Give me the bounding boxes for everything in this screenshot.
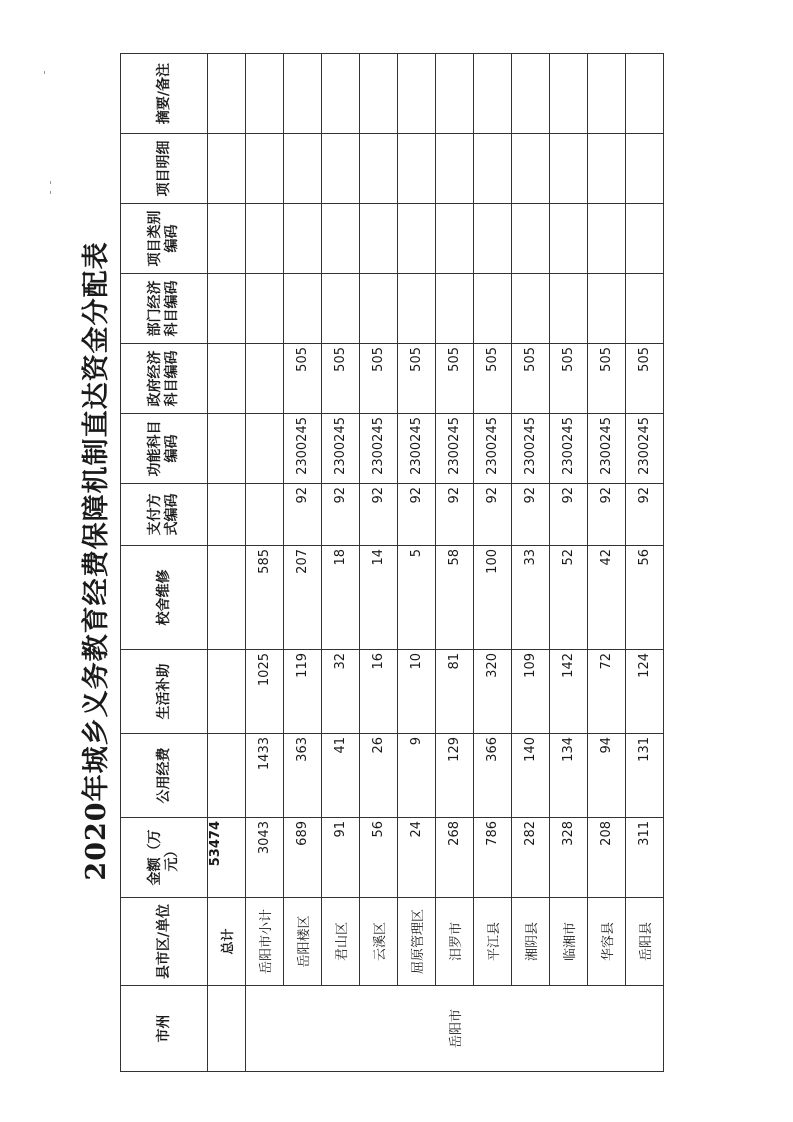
- amount-cell: 3043: [246, 818, 284, 898]
- empty-cell: [284, 204, 322, 274]
- table-row: [588, 54, 626, 1072]
- public-funds-cell: 9: [398, 734, 436, 818]
- living-subsidy-cell: 72: [588, 650, 626, 734]
- empty-cell: [474, 204, 512, 274]
- empty-cell: [588, 204, 626, 274]
- empty-cell: [322, 204, 360, 274]
- school-repair-cell: 42: [588, 546, 626, 650]
- county-name-cell: 屈原管理区: [398, 898, 436, 986]
- total-label: 总计: [208, 898, 246, 986]
- function-code-cell: 2300245: [588, 414, 626, 484]
- empty-cell: [474, 134, 512, 204]
- total-city-cell: [208, 986, 246, 1072]
- amount-cell: 208: [588, 818, 626, 898]
- empty-cell: [474, 274, 512, 344]
- total-amount: 53474: [208, 818, 246, 898]
- empty-cell: [360, 134, 398, 204]
- empty-cell: [588, 274, 626, 344]
- empty-cell: [360, 54, 398, 134]
- function-code-cell: 2300245: [322, 414, 360, 484]
- school-repair-cell: 18: [322, 546, 360, 650]
- public-funds-cell: 1433: [246, 734, 284, 818]
- city-cell: 岳阳市: [246, 986, 664, 1072]
- empty-cell: [398, 134, 436, 204]
- empty-cell: [246, 134, 284, 204]
- empty-cell: [512, 274, 550, 344]
- scan-speck: [44, 71, 45, 74]
- empty-cell: [284, 134, 322, 204]
- empty-cell: [512, 204, 550, 274]
- empty-cell: [246, 54, 284, 134]
- table-row: [322, 54, 360, 1072]
- header-city: 市州: [121, 986, 208, 1072]
- living-subsidy-cell: 1025: [246, 650, 284, 734]
- table-row: [246, 54, 284, 1072]
- living-subsidy-cell: 16: [360, 650, 398, 734]
- county-name-cell: 岳阳市小计: [246, 898, 284, 986]
- function-code-cell: 2300245: [436, 414, 474, 484]
- table-row: [626, 54, 664, 1072]
- payment-code-cell: 92: [398, 484, 436, 546]
- empty-cell: [284, 274, 322, 344]
- school-repair-cell: 52: [550, 546, 588, 650]
- amount-cell: 268: [436, 818, 474, 898]
- living-subsidy-cell: 10: [398, 650, 436, 734]
- gov-econ-code-cell: 505: [284, 344, 322, 414]
- school-repair-cell: 58: [436, 546, 474, 650]
- public-funds-cell: 140: [512, 734, 550, 818]
- header-payment-code: 支付方式编码: [121, 484, 208, 546]
- gov-econ-code-cell: 505: [474, 344, 512, 414]
- amount-cell: 56: [360, 818, 398, 898]
- amount-cell: 311: [626, 818, 664, 898]
- function-code-cell: 2300245: [360, 414, 398, 484]
- scan-speck: [50, 181, 51, 184]
- table-row: [436, 54, 474, 1072]
- school-repair-cell: 5: [398, 546, 436, 650]
- scan-speck: [50, 191, 51, 194]
- county-name-cell: 临湘市: [550, 898, 588, 986]
- payment-code-cell: 92: [360, 484, 398, 546]
- payment-code-cell: 92: [436, 484, 474, 546]
- amount-cell: 24: [398, 818, 436, 898]
- empty-cell: [626, 134, 664, 204]
- allocation-table: [120, 53, 664, 1072]
- empty-cell: [360, 274, 398, 344]
- header-gov-econ-code: 政府经济科目编码: [121, 344, 208, 414]
- header-remarks: 摘要/备注: [121, 54, 208, 134]
- empty-cell: [626, 54, 664, 134]
- payment-code-cell: 92: [550, 484, 588, 546]
- gov-econ-code-cell: [246, 344, 284, 414]
- empty-cell: [322, 274, 360, 344]
- public-funds-cell: 94: [588, 734, 626, 818]
- living-subsidy-cell: 124: [626, 650, 664, 734]
- header-project-type-code: 项目类别编码: [121, 204, 208, 274]
- empty-cell: [550, 204, 588, 274]
- county-name-cell: 君山区: [322, 898, 360, 986]
- empty-cell: [398, 204, 436, 274]
- table-row: [550, 54, 588, 1072]
- living-subsidy-cell: 32: [322, 650, 360, 734]
- county-name-cell: 云溪区: [360, 898, 398, 986]
- public-funds-cell: 366: [474, 734, 512, 818]
- payment-code-cell: 92: [512, 484, 550, 546]
- empty-cell: [626, 204, 664, 274]
- county-name-cell: 湘阴县: [512, 898, 550, 986]
- gov-econ-code-cell: 505: [360, 344, 398, 414]
- payment-code-cell: 92: [284, 484, 322, 546]
- payment-code-cell: 92: [588, 484, 626, 546]
- header-public-funds: 公用经费: [121, 734, 208, 818]
- living-subsidy-cell: 142: [550, 650, 588, 734]
- school-repair-cell: 33: [512, 546, 550, 650]
- header-function-code: 功能科目编码: [121, 414, 208, 484]
- county-name-cell: 汨罗市: [436, 898, 474, 986]
- county-name-cell: 华容县: [588, 898, 626, 986]
- empty-cell: [246, 274, 284, 344]
- table-row: [398, 54, 436, 1072]
- empty-cell: [550, 274, 588, 344]
- payment-code-cell: 92: [322, 484, 360, 546]
- empty-cell: [550, 54, 588, 134]
- gov-econ-code-cell: 505: [322, 344, 360, 414]
- county-name-cell: 平江县: [474, 898, 512, 986]
- empty-cell: [360, 204, 398, 274]
- school-repair-cell: 585: [246, 546, 284, 650]
- amount-cell: 689: [284, 818, 322, 898]
- amount-cell: 328: [550, 818, 588, 898]
- function-code-cell: 2300245: [626, 414, 664, 484]
- school-repair-cell: 100: [474, 546, 512, 650]
- empty-cell: [474, 54, 512, 134]
- function-code-cell: 2300245: [398, 414, 436, 484]
- empty-cell: [398, 54, 436, 134]
- empty-cell: [436, 134, 474, 204]
- gov-econ-code-cell: 505: [512, 344, 550, 414]
- living-subsidy-cell: 109: [512, 650, 550, 734]
- page-title: 2020年城乡义务教育经费保障机制直达资金分配表: [81, 241, 112, 881]
- function-code-cell: 2300245: [550, 414, 588, 484]
- empty-cell: [436, 204, 474, 274]
- header-living-subsidy: 生活补助: [121, 650, 208, 734]
- gov-econ-code-cell: 505: [398, 344, 436, 414]
- empty-cell: [322, 134, 360, 204]
- table-row: [474, 54, 512, 1072]
- empty-cell: [246, 204, 284, 274]
- gov-econ-code-cell: 505: [588, 344, 626, 414]
- school-repair-cell: 207: [284, 546, 322, 650]
- amount-cell: 786: [474, 818, 512, 898]
- living-subsidy-cell: 81: [436, 650, 474, 734]
- header-amount: 金额（万元）: [121, 818, 208, 898]
- table-row: [284, 54, 322, 1072]
- header-county: 县市区/单位: [121, 898, 208, 986]
- empty-cell: [284, 54, 322, 134]
- amount-cell: 91: [322, 818, 360, 898]
- function-code-cell: 2300245: [512, 414, 550, 484]
- public-funds-cell: 363: [284, 734, 322, 818]
- public-funds-cell: 129: [436, 734, 474, 818]
- public-funds-cell: 26: [360, 734, 398, 818]
- living-subsidy-cell: 320: [474, 650, 512, 734]
- empty-cell: [512, 54, 550, 134]
- header-row: [121, 54, 208, 1072]
- public-funds-cell: 41: [322, 734, 360, 818]
- school-repair-cell: 14: [360, 546, 398, 650]
- header-project-detail: 项目明细: [121, 134, 208, 204]
- function-code-cell: 2300245: [284, 414, 322, 484]
- empty-cell: [436, 274, 474, 344]
- gov-econ-code-cell: 505: [550, 344, 588, 414]
- payment-code-cell: 92: [626, 484, 664, 546]
- table-row: [360, 54, 398, 1072]
- county-name-cell: 岳阳楼区: [284, 898, 322, 986]
- header-school-repair: 校舍维修: [121, 546, 208, 650]
- table-row: [512, 54, 550, 1072]
- total-row: [208, 54, 246, 1072]
- empty-cell: [322, 54, 360, 134]
- school-repair-cell: 56: [626, 546, 664, 650]
- function-code-cell: 2300245: [474, 414, 512, 484]
- empty-cell: [436, 54, 474, 134]
- empty-cell: [588, 54, 626, 134]
- gov-econ-code-cell: 505: [626, 344, 664, 414]
- county-name-cell: 岳阳县: [626, 898, 664, 986]
- header-dept-econ-code: 部门经济科目编码: [121, 274, 208, 344]
- payment-code-cell: [246, 484, 284, 546]
- function-code-cell: [246, 414, 284, 484]
- public-funds-cell: 134: [550, 734, 588, 818]
- empty-cell: [512, 134, 550, 204]
- gov-econ-code-cell: 505: [436, 344, 474, 414]
- empty-cell: [626, 274, 664, 344]
- payment-code-cell: 92: [474, 484, 512, 546]
- empty-cell: [550, 134, 588, 204]
- empty-cell: [588, 134, 626, 204]
- empty-cell: [398, 274, 436, 344]
- amount-cell: 282: [512, 818, 550, 898]
- public-funds-cell: 131: [626, 734, 664, 818]
- living-subsidy-cell: 119: [284, 650, 322, 734]
